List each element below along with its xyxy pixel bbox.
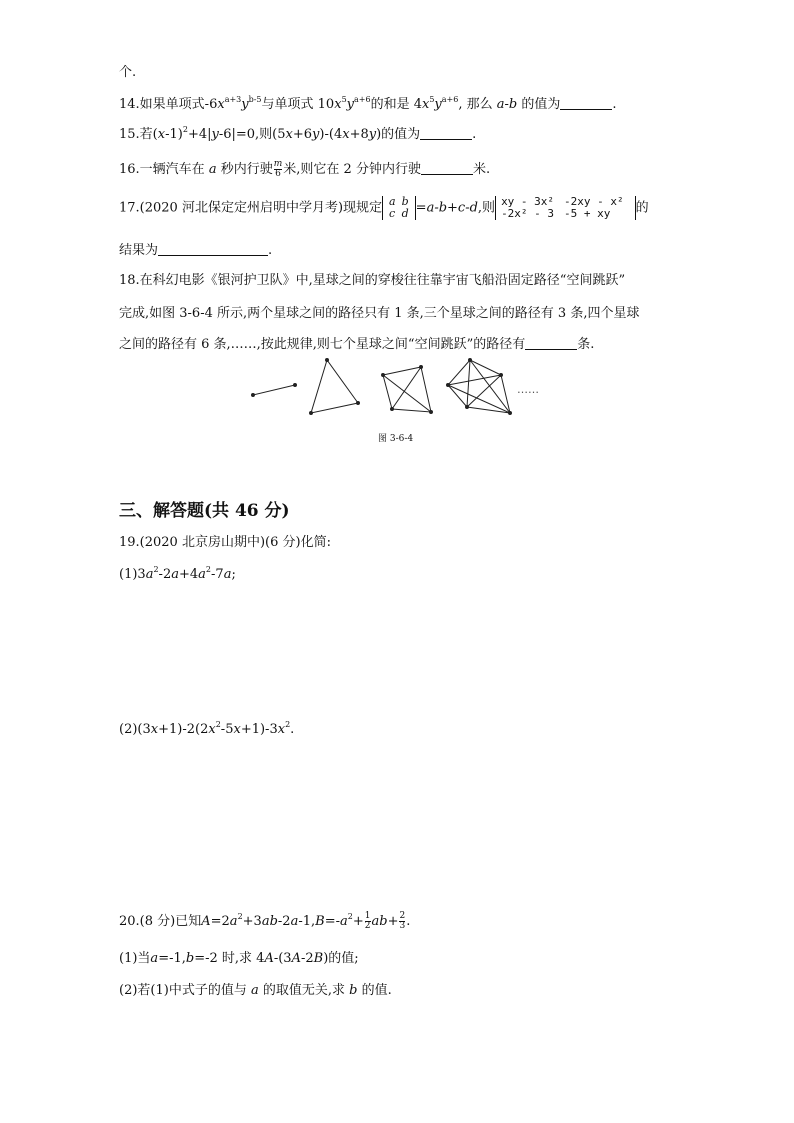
determinant-expression: xy - 3x² -2xy - x² -2x² - 3 -5 + xy [495, 196, 636, 220]
figure-caption: 图 3-6-4 [378, 434, 414, 444]
question-18-line2: 完成,如图 3-6-4 所示,两个星球之间的路径只有 1 条,三个星球之间的路径有 3 条,四个星球 [119, 306, 640, 321]
planet-paths-figure [245, 355, 555, 425]
question-17: 17.(2020 河北保定定州启明中学月考)现规定 a b c d =a-b+c-d,则 xy - 3x² -2xy - x² -2x² - 3 -5 + xy 的 [119, 195, 649, 220]
two-planets-diagram [252, 384, 297, 397]
question-20: 20.(8 分)已知$A=2a^2+3ab-2a-1,B=-a^2+$ $\frac{1}{2}$ ab+ $\frac{2}{3}$ . [119, 911, 411, 931]
question-16: 16.一辆汽车在 a 秒内行驶 $\frac{m}{6}$ 米,则它在 2 分钟内行驶 米. [119, 159, 491, 179]
question-17-answer: 结果为 . [119, 243, 273, 258]
five-planets-diagram [447, 359, 512, 415]
section-title: 三、解答题(共 46 分) [119, 501, 290, 521]
fraction-two-thirds: $\frac{2}{3}$ [399, 911, 406, 931]
question-19-part2: $(2)(3x+1)-2(2x^2-5x+1)-3x^2$. [119, 720, 295, 737]
question-18-line1: 18.在科幻电影《银河护卫队》中,星球之间的穿梭往往靠宇宙飞船沿固定路径“空间跳跃” [119, 273, 626, 288]
three-planets-diagram [310, 359, 360, 415]
determinant-definition: a b c d [382, 196, 416, 220]
question-18-line3: 之间的路径有 6 条,……,按此规律,则七个星球之间“空间跳跃”的路径有 条. [119, 337, 595, 352]
question-20-part2: (2)若(1)中式子的值与 a 的取值无关,求 b 的值. [119, 983, 392, 998]
answer-blank-16[interactable] [421, 162, 473, 175]
question-19-title: 19.(2020 北京房山期中)(6 分)化简: [119, 535, 331, 550]
fraction-m-over-6: $\frac{m}{6}$ [273, 159, 283, 179]
continued-text: 个. [119, 65, 137, 80]
answer-blank-17[interactable] [158, 243, 268, 256]
ellipsis-dots: …… [517, 383, 539, 396]
question-15: 15.若$(x-1)^2+4|y-6|=0$,则(5x+6y)-(4x+8y)的值为 . [119, 125, 477, 142]
four-planets-diagram [382, 366, 433, 414]
question-20-part1: (1)当a=-1,b=-2 时,求 4A-(3A-2B)的值; [119, 951, 359, 966]
question-14: 14.如果单项式$-6x^{a+3}y^{b-5}$与单项式 $10x^5y^{a+6}$的和是 $4x^5y^{a+6}$, 那么 a-b 的值为 . [119, 95, 617, 112]
answer-blank-15[interactable] [420, 127, 472, 140]
answer-blank-18[interactable] [525, 337, 577, 350]
question-19-part1: $(1)3a^2-2a+4a^2-7a$; [119, 565, 236, 582]
answer-blank-14[interactable] [560, 97, 612, 110]
fraction-one-half: $\frac{1}{2}$ [364, 911, 371, 931]
